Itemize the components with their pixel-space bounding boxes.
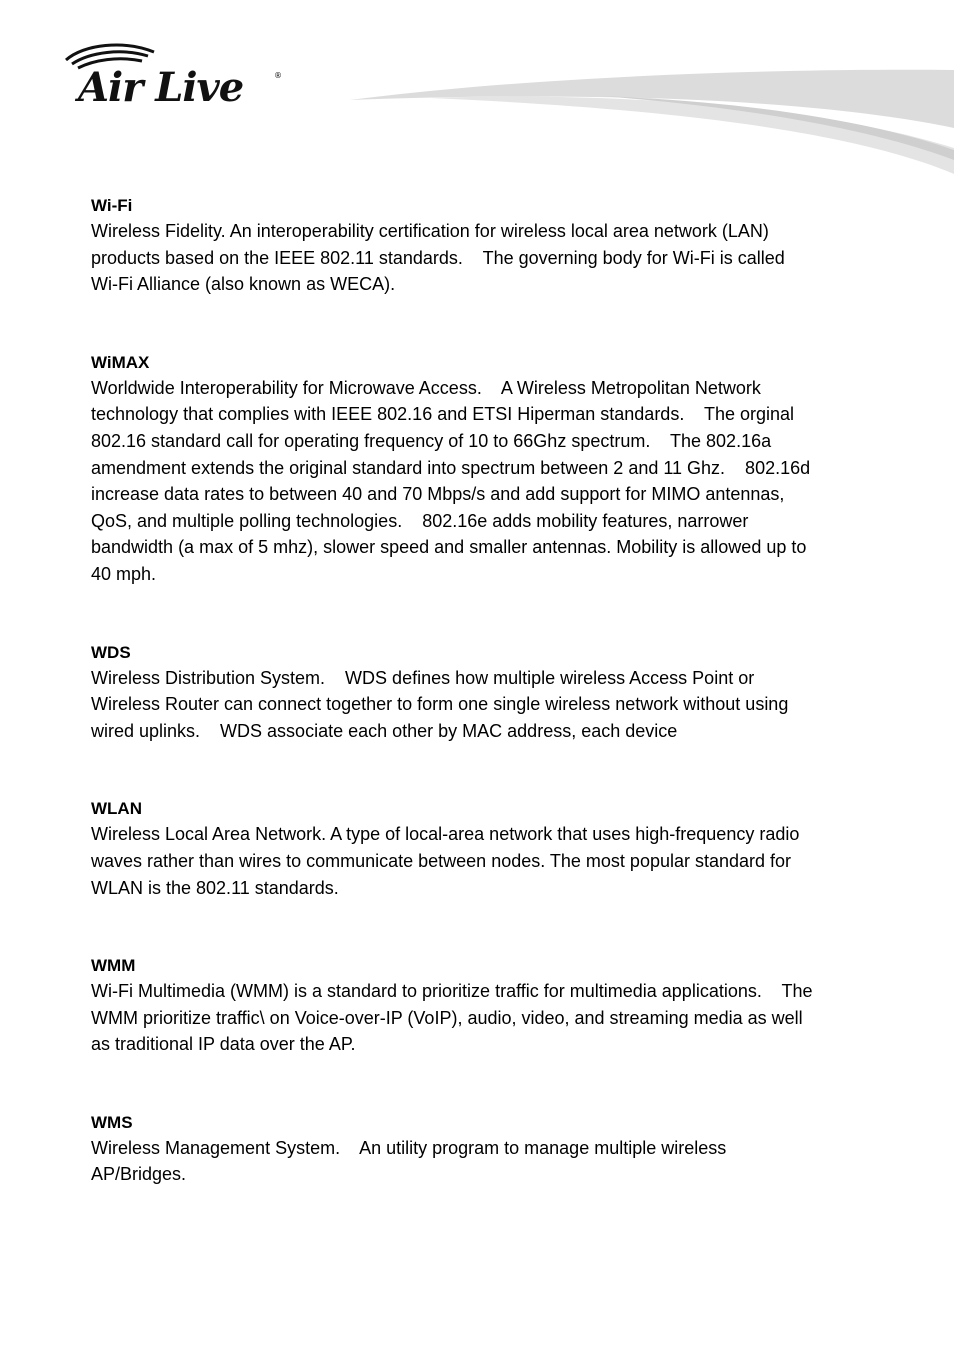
definition-line: Wireless Router can connect together to form one single wireless network without using (91, 694, 789, 715)
definition-line: as traditional IP data over the AP. (91, 1034, 356, 1055)
glossary-term: WMM (91, 956, 136, 976)
definition-line: Wireless Fidelity. An interoperability certification for wireless local area network (LAN) (91, 221, 769, 241)
glossary-definition (91, 665, 891, 745)
glossary-definition (91, 218, 891, 298)
definition-line: WLAN is the 802.11 standards. (91, 877, 339, 898)
glossary-list (91, 194, 891, 1188)
glossary-definition (91, 821, 891, 901)
definition-line: Wireless Local Area Network. A type of local-area network that uses high-frequency radio (91, 824, 800, 845)
definition-line: amendment extends the original standard into spectrum between 2 and 11 Ghz. 802.16d (91, 457, 811, 478)
definition-line: wired uplinks. WDS associate each other by MAC address, each device (91, 720, 678, 741)
definition-line: Wireless Distribution System. WDS defines how multiple wireless Access Point or (91, 667, 755, 688)
glossary-entry (91, 194, 891, 298)
definition-line: Wi-Fi Multimedia (WMM) is a standard to prioritize traffic for multimedia applications. The (91, 981, 813, 1002)
glossary-term: WDS (91, 642, 131, 662)
definition-line: WMM prioritize traffic\ on Voice-over-IP (VoIP), audio, video, and streaming media as well (91, 1007, 803, 1028)
page-header (0, 0, 954, 190)
registered-mark: ® (274, 71, 282, 80)
glossary-entry (91, 1111, 891, 1188)
glossary-entry (91, 797, 891, 901)
definition-line: increase data rates to between 40 and 70 Mbps/s and add support for MIMO antennas, (91, 484, 785, 505)
definition-line: QoS, and multiple polling technologies. 802.16e adds mobility features, narrower (91, 510, 749, 531)
definition-line: Wireless Management System. An utility program to manage multiple wireless (91, 1137, 727, 1158)
glossary-term: WMS (91, 1112, 133, 1132)
glossary-term: Wi-Fi (91, 196, 133, 215)
definition-line: AP/Bridges. (91, 1164, 187, 1185)
definition-line: Worldwide Interoperability for Microwave Access. A Wireless Metropolitan Network (91, 377, 761, 398)
definition-line: 40 mph. (91, 563, 157, 584)
glossary-entry (91, 351, 891, 588)
glossary-definition (91, 1135, 891, 1188)
definition-line: 802.16 standard call for operating frequency of 10 to 66Ghz spectrum. The 802.16a (91, 430, 772, 451)
glossary-definition (91, 375, 891, 588)
definition-line: waves rather than wires to communicate between nodes. The most popular standard for (91, 850, 792, 871)
definition-line: products based on the IEEE 802.11 standards. The governing body for Wi-Fi is called (91, 247, 785, 268)
glossary-entry (91, 954, 891, 1058)
definition-line: technology that complies with IEEE 802.16 and ETSI Hiperman standards. The orginal (91, 404, 795, 425)
glossary-term: WLAN (91, 799, 142, 819)
definition-line: bandwidth (a max of 5 mhz), slower speed and smaller antennas. Mobility is allowed up to (91, 537, 807, 558)
logo-wordmark: Air Live (78, 64, 244, 111)
glossary-definition (91, 978, 891, 1058)
glossary-entry (91, 641, 891, 745)
glossary-term: WiMAX (91, 352, 150, 372)
airlive-logo (62, 40, 292, 110)
definition-line: Wi-Fi Alliance (also known as WECA). (91, 274, 396, 295)
